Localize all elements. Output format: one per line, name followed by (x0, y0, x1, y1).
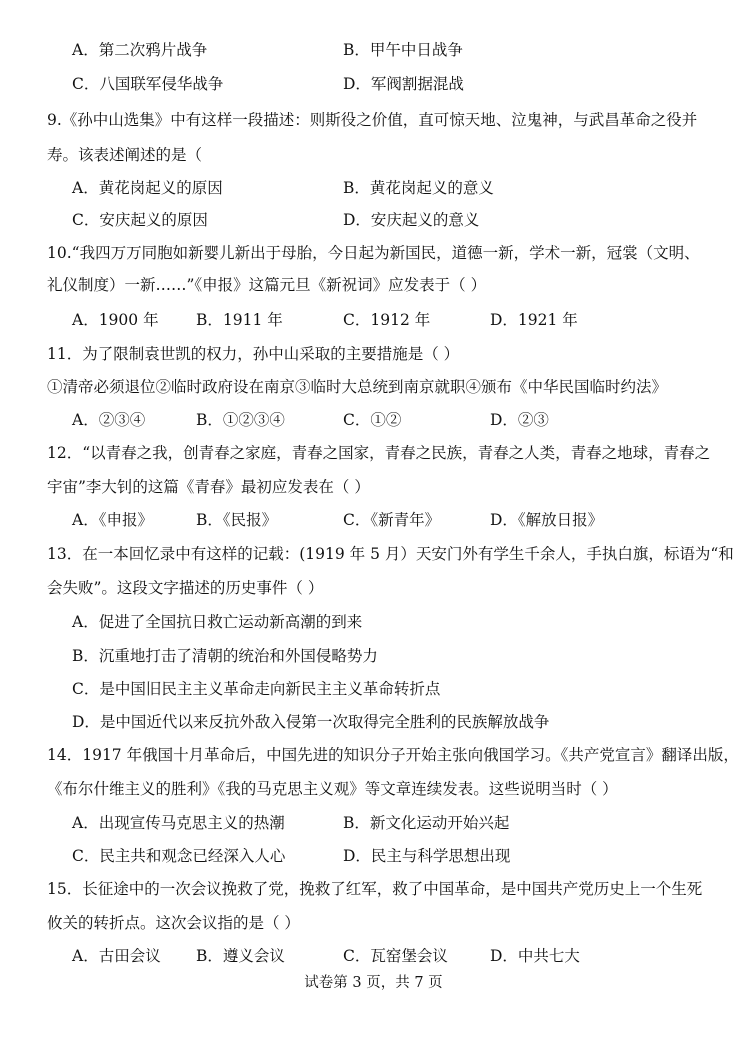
q9-option-d: D．安庆起义的意义 (343, 211, 480, 229)
q10-option-c: C．1912 年 (343, 311, 431, 329)
q10-option-a: A．1900 年 (72, 311, 159, 329)
q10-stem-line1: 10.“我四万万同胞如新婴儿新出于母胎，今日起为新国民，道德一新，学术一新，冠裳（文明、 (47, 244, 700, 262)
q14-option-d: D．民主与科学思想出现 (343, 847, 511, 865)
q15-option-b: B．遵义会议 (196, 947, 285, 965)
q12-option-d: D．《解放日报》 (490, 511, 604, 529)
q11-option-a: A．②③④ (72, 411, 146, 429)
q11-option-b: B．①②③④ (196, 411, 285, 429)
q11-option-d: D．②③ (490, 411, 549, 429)
q14-option-a: A．出现宣传马克思主义的热潮 (72, 814, 285, 832)
page-footer: 试卷第 3 页，共 7 页 (304, 975, 443, 991)
q9-option-b: B．黄花岗起义的意义 (343, 179, 494, 197)
q11-stem-line2: ①清帝必须退位②临时政府设在南京③临时大总统到南京就职④颁布《中华民国临时约法》 (47, 378, 668, 396)
q13-option-c: C．是中国旧民主主义革命走向新民主主义革命转折点 (72, 680, 441, 698)
q14-stem-line1: 14．1917 年俄国十月革命后，中国先进的知识分子开始主张向俄国学习。《共产党宣言》翻译出版， (47, 746, 739, 764)
q10-option-b: B．1911 年 (196, 311, 283, 329)
q12-option-c: C．《新青年》 (343, 511, 441, 529)
q13-option-b: B．沉重地打击了清朝的统治和外国侵略势力 (72, 647, 378, 665)
q9-option-a: A．黄花岗起义的原因 (72, 179, 223, 197)
q8-option-d: D．军阀割据混战 (343, 75, 464, 93)
q10-option-d: D．1921 年 (490, 311, 578, 329)
q14-option-c: C．民主共和观念已经深入人心 (72, 847, 286, 865)
q13-option-d: D．是中国近代以来反抗外敌入侵第一次取得完全胜利的民族解放战争 (72, 713, 550, 731)
q11-option-c: C．①② (343, 411, 402, 429)
q14-stem-line2: 《布尔什维主义的胜利》《我的马克思主义观》等文章连续发表。这些说明当时（ ） (47, 780, 618, 798)
q12-option-b: B．《民报》 (196, 511, 278, 529)
q12-stem-line1: 12．“以青春之我，创青春之家庭，青春之国家，青春之民族，青春之人类，青春之地球，青春之 (47, 444, 711, 462)
q12-option-a: A．《申报》 (72, 511, 153, 529)
q14-option-b: B．新文化运动开始兴起 (343, 814, 510, 832)
q15-stem-line1: 15．长征途中的一次会议挽救了党，挽救了红军，救了中国革命，是中国共产党历史上一个生死 (47, 880, 703, 898)
q15-option-a: A．古田会议 (72, 947, 161, 965)
q12-stem-line2: 宇宙”李大钊的这篇《青春》最初应发表在（ ） (47, 478, 370, 496)
q8-option-a: A．第二次鸦片战争 (72, 41, 208, 59)
q9-option-c: C．安庆起义的原因 (72, 211, 208, 229)
q9-stem-line2: 寿。该表述阐述的是（ (47, 146, 203, 164)
q15-option-d: D．中共七大 (490, 947, 580, 965)
q13-stem-line2: 会失败”。这段文字描述的历史事件（ ） (47, 579, 324, 597)
q13-option-a: A．促进了全国抗日救亡运动新高潮的到来 (72, 613, 363, 631)
q13-stem-line1: 13．在一本回忆录中有这样的记载：(1919 年 5 月）天安门外有学生千余人，手执白旗，标语为“和 (47, 545, 734, 563)
q15-option-c: C．瓦窑堡会议 (343, 947, 448, 965)
q9-stem-line1: 9.《孙中山选集》中有这样一段描述：则斯役之价值，直可惊天地、泣鬼神，与武昌革命之役并 (47, 111, 698, 129)
q10-stem-line2: 礼仪制度）一新……”《申报》这篇元旦《新祝词》应发表于（ ） (47, 276, 487, 294)
q15-stem-line2: 攸关的转折点。这次会议指的是（ ） (47, 914, 300, 932)
q11-stem-line1: 11．为了限制袁世凯的权力，孙中山采取的主要措施是（ ） (47, 345, 460, 363)
q8-option-b: B．甲午中日战争 (343, 41, 463, 59)
q8-option-c: C．八国联军侵华战争 (72, 75, 224, 93)
